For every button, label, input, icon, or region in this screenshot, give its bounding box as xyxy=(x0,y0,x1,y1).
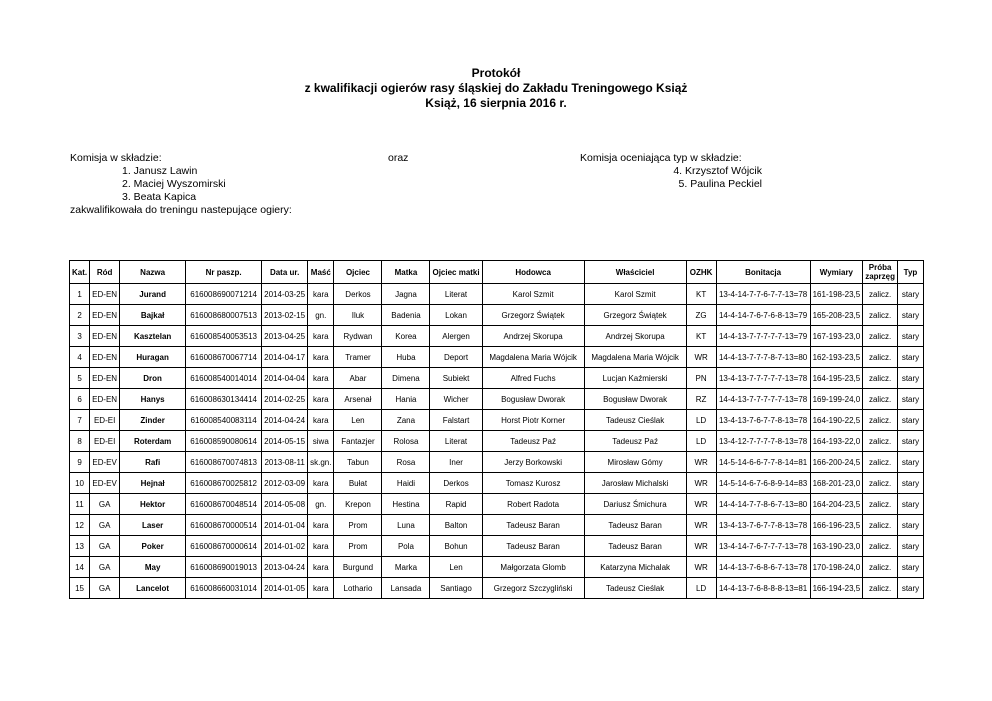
cell-rod: GA xyxy=(90,515,120,536)
cell-bonitacja: 13-4-12-7-7-7-7-8-13=78 xyxy=(716,431,810,452)
cell-rod: ED-EV xyxy=(90,452,120,473)
cell-kat: 15 xyxy=(70,578,90,599)
cell-ojciec: Derkos xyxy=(334,284,382,305)
header-hodowca: Hodowca xyxy=(482,261,584,284)
cell-ojciec-matki: Rapid xyxy=(430,494,482,515)
cell-ojciec-matki: Falstart xyxy=(430,410,482,431)
cell-kat: 3 xyxy=(70,326,90,347)
cell-ojciec: Lothario xyxy=(334,578,382,599)
table-row xyxy=(70,536,924,557)
header-ojciec-matki: Ojciec matki xyxy=(430,261,482,284)
cell-ojciec-matki: Subiekt xyxy=(430,368,482,389)
header-bonitacja: Bonitacja xyxy=(716,261,810,284)
cell-ojciec-matki: Balton xyxy=(430,515,482,536)
cell-wlasciciel: Tadeusz Cieślak xyxy=(584,578,686,599)
cell-ojciec: Prom xyxy=(334,536,382,557)
cell-paszport: 616008670048514 xyxy=(186,494,262,515)
cell-wymiary: 161-198-23,5 xyxy=(810,284,863,305)
cell-proba: zalicz. xyxy=(863,389,898,410)
cell-proba: zalicz. xyxy=(863,473,898,494)
cell-wlasciciel: Lucjan Kaźmierski xyxy=(584,368,686,389)
cell-wymiary: 165-208-23,5 xyxy=(810,305,863,326)
cell-kat: 13 xyxy=(70,536,90,557)
header-rod: Ród xyxy=(90,261,120,284)
cell-bonitacja: 14-5-14-6-7-6-8-9-14=83 xyxy=(716,473,810,494)
cell-ojciec-matki: Lokan xyxy=(430,305,482,326)
header-nazwa: Nazwa xyxy=(120,261,186,284)
cell-data: 2014-01-02 xyxy=(262,536,308,557)
cell-wymiary: 170-198-24,0 xyxy=(810,557,863,578)
cell-wymiary: 163-190-23,0 xyxy=(810,536,863,557)
cell-data: 2014-01-05 xyxy=(262,578,308,599)
cell-data: 2013-02-15 xyxy=(262,305,308,326)
cell-nazwa: Roterdam xyxy=(120,431,186,452)
cell-typ: stary xyxy=(898,473,924,494)
cell-masc: gn. xyxy=(308,494,334,515)
cell-data: 2013-04-25 xyxy=(262,326,308,347)
cell-ozhk: WR xyxy=(686,473,716,494)
cell-data: 2013-08-11 xyxy=(262,452,308,473)
cell-proba: zalicz. xyxy=(863,284,898,305)
cell-typ: stary xyxy=(898,389,924,410)
table-row xyxy=(70,494,924,515)
cell-nazwa: Zinder xyxy=(120,410,186,431)
cell-paszport: 616008660031014 xyxy=(186,578,262,599)
cell-ozhk: WR xyxy=(686,515,716,536)
cell-matka: Hania xyxy=(382,389,430,410)
cell-ojciec: Len xyxy=(334,410,382,431)
committee-member: 1. Janusz Lawin xyxy=(122,165,198,177)
cell-kat: 4 xyxy=(70,347,90,368)
cell-matka: Hestina xyxy=(382,494,430,515)
stallions-table xyxy=(69,260,924,599)
cell-ozhk: ZG xyxy=(686,305,716,326)
cell-paszport: 616008670067714 xyxy=(186,347,262,368)
cell-wlasciciel: Jarosław Michalski xyxy=(584,473,686,494)
cell-hodowca: Grzegorz Szczygliński xyxy=(482,578,584,599)
cell-paszport: 616008630134414 xyxy=(186,389,262,410)
cell-kat: 7 xyxy=(70,410,90,431)
cell-ozhk: WR xyxy=(686,347,716,368)
table-row xyxy=(70,326,924,347)
cell-matka: Korea xyxy=(382,326,430,347)
cell-ojciec-matki: Wicher xyxy=(430,389,482,410)
cell-wlasciciel: Katarzyna Michalak xyxy=(584,557,686,578)
header-matka: Matka xyxy=(382,261,430,284)
cell-ojciec-matki: Alergen xyxy=(430,326,482,347)
document-title-block xyxy=(0,66,992,111)
cell-bonitacja: 14-5-14-6-6-7-7-8-14=81 xyxy=(716,452,810,473)
cell-masc: kara xyxy=(308,578,334,599)
cell-ozhk: LD xyxy=(686,431,716,452)
cell-hodowca: Alfred Fuchs xyxy=(482,368,584,389)
cell-ojciec-matki: Derkos xyxy=(430,473,482,494)
cell-bonitacja: 13-4-13-7-6-7-7-8-13=78 xyxy=(716,515,810,536)
cell-ozhk: KT xyxy=(686,284,716,305)
header-proba-line1: Próba xyxy=(868,263,892,272)
cell-ojciec-matki: Deport xyxy=(430,347,482,368)
committee-member: 3. Beata Kapica xyxy=(122,191,197,203)
cell-proba: zalicz. xyxy=(863,515,898,536)
table-row xyxy=(70,410,924,431)
cell-paszport: 616008540083114 xyxy=(186,410,262,431)
committee-label: Komisja w składzie: xyxy=(70,152,162,164)
cell-nazwa: May xyxy=(120,557,186,578)
cell-paszport: 616008540014014 xyxy=(186,368,262,389)
cell-proba: zalicz. xyxy=(863,347,898,368)
cell-ojciec: Abar xyxy=(334,368,382,389)
cell-nazwa: Jurand xyxy=(120,284,186,305)
cell-paszport: 616008680007513 xyxy=(186,305,262,326)
cell-ojciec-matki: Len xyxy=(430,557,482,578)
cell-proba: zalicz. xyxy=(863,410,898,431)
cell-wlasciciel: Tadeusz Cieślak xyxy=(584,410,686,431)
cell-hodowca: Małgorzata Glomb xyxy=(482,557,584,578)
cell-ozhk: WR xyxy=(686,452,716,473)
cell-matka: Luna xyxy=(382,515,430,536)
cell-rod: GA xyxy=(90,494,120,515)
cell-nazwa: Lancelot xyxy=(120,578,186,599)
table-row xyxy=(70,431,924,452)
cell-masc: kara xyxy=(308,536,334,557)
cell-wymiary: 166-194-23,5 xyxy=(810,578,863,599)
cell-wlasciciel: Dariusz Śmichura xyxy=(584,494,686,515)
cell-hodowca: Tadeusz Baran xyxy=(482,536,584,557)
cell-data: 2014-05-15 xyxy=(262,431,308,452)
cell-matka: Marka xyxy=(382,557,430,578)
cell-kat: 5 xyxy=(70,368,90,389)
cell-paszport: 616008590080614 xyxy=(186,431,262,452)
cell-ojciec: Iluk xyxy=(334,305,382,326)
cell-kat: 1 xyxy=(70,284,90,305)
cell-masc: kara xyxy=(308,347,334,368)
header-proba-line2: zaprzęg xyxy=(865,272,895,281)
cell-wlasciciel: Tadeusz Paź xyxy=(584,431,686,452)
cell-ojciec: Tramer xyxy=(334,347,382,368)
cell-masc: kara xyxy=(308,326,334,347)
header-typ: Typ xyxy=(898,261,924,284)
cell-wlasciciel: Tadeusz Baran xyxy=(584,536,686,557)
cell-hodowca: Grzegorz Świątek xyxy=(482,305,584,326)
cell-rod: ED-EN xyxy=(90,326,120,347)
cell-hodowca: Tadeusz Paź xyxy=(482,431,584,452)
cell-nazwa: Poker xyxy=(120,536,186,557)
cell-proba: zalicz. xyxy=(863,305,898,326)
document-subtitle: z kwalifikacji ogierów rasy śląskiej do Zakładu Treningowego Książ xyxy=(304,81,688,95)
cell-wymiary: 169-199-24,0 xyxy=(810,389,863,410)
cell-proba: zalicz. xyxy=(863,368,898,389)
cell-ojciec: Bułat xyxy=(334,473,382,494)
cell-nazwa: Dron xyxy=(120,368,186,389)
cell-hodowca: Karol Szmit xyxy=(482,284,584,305)
cell-nazwa: Bajkał xyxy=(120,305,186,326)
type-committee-member: 5. Paulina Peckiel xyxy=(678,178,762,190)
cell-wlasciciel: Mirosław Gómy xyxy=(584,452,686,473)
cell-nazwa: Hanys xyxy=(120,389,186,410)
cell-rod: GA xyxy=(90,557,120,578)
cell-hodowca: Robert Radota xyxy=(482,494,584,515)
cell-bonitacja: 14-4-14-7-7-8-6-7-13=80 xyxy=(716,494,810,515)
document-place-date: Książ, 16 sierpnia 2016 r. xyxy=(425,96,567,110)
cell-matka: Zana xyxy=(382,410,430,431)
cell-masc: siwa xyxy=(308,431,334,452)
cell-bonitacja: 14-4-14-7-6-7-6-8-13=79 xyxy=(716,305,810,326)
cell-kat: 8 xyxy=(70,431,90,452)
cell-paszport: 616008690019013 xyxy=(186,557,262,578)
cell-typ: stary xyxy=(898,557,924,578)
cell-matka: Pola xyxy=(382,536,430,557)
cell-bonitacja: 13-4-13-7-7-7-7-7-13=78 xyxy=(716,368,810,389)
cell-bonitacja: 13-4-14-7-6-7-7-7-13=78 xyxy=(716,536,810,557)
cell-nazwa: Kasztelan xyxy=(120,326,186,347)
committee-conjunction: oraz xyxy=(388,152,409,164)
type-committee-member: 4. Krzysztof Wójcik xyxy=(673,165,762,177)
cell-nazwa: Hektor xyxy=(120,494,186,515)
cell-ozhk: WR xyxy=(686,494,716,515)
committee-right xyxy=(580,152,830,191)
cell-ozhk: LD xyxy=(686,410,716,431)
header-kat: Kat. xyxy=(70,261,90,284)
cell-data: 2014-04-04 xyxy=(262,368,308,389)
cell-matka: Huba xyxy=(382,347,430,368)
cell-rod: GA xyxy=(90,578,120,599)
cell-masc: kara xyxy=(308,557,334,578)
cell-paszport: 616008670000614 xyxy=(186,536,262,557)
cell-paszport: 616008670025812 xyxy=(186,473,262,494)
cell-rod: ED-EN xyxy=(90,284,120,305)
cell-typ: stary xyxy=(898,536,924,557)
document-title: Protokół xyxy=(471,66,521,80)
cell-masc: sk.gn. xyxy=(308,452,334,473)
cell-masc: kara xyxy=(308,473,334,494)
cell-ozhk: PN xyxy=(686,368,716,389)
cell-paszport: 616008690071214 xyxy=(186,284,262,305)
table-body xyxy=(70,284,924,599)
cell-proba: zalicz. xyxy=(863,536,898,557)
cell-typ: stary xyxy=(898,326,924,347)
cell-hodowca: Tadeusz Baran xyxy=(482,515,584,536)
cell-masc: kara xyxy=(308,389,334,410)
cell-matka: Haidi xyxy=(382,473,430,494)
type-committee-label: Komisja oceniająca typ w składzie: xyxy=(580,152,742,164)
cell-rod: ED-EV xyxy=(90,473,120,494)
table-row xyxy=(70,389,924,410)
cell-ojciec: Burgund xyxy=(334,557,382,578)
cell-typ: stary xyxy=(898,515,924,536)
cell-data: 2014-05-08 xyxy=(262,494,308,515)
cell-data: 2014-04-24 xyxy=(262,410,308,431)
cell-wlasciciel: Bogusław Dworak xyxy=(584,389,686,410)
cell-hodowca: Tomasz Kurosz xyxy=(482,473,584,494)
cell-rod: ED-EN xyxy=(90,347,120,368)
cell-ojciec: Arsenał xyxy=(334,389,382,410)
cell-matka: Rolosa xyxy=(382,431,430,452)
cell-wlasciciel: Magdalena Maria Wójcik xyxy=(584,347,686,368)
cell-ojciec: Prom xyxy=(334,515,382,536)
cell-wymiary: 162-193-23,5 xyxy=(810,347,863,368)
cell-rod: ED-EN xyxy=(90,368,120,389)
cell-matka: Dimena xyxy=(382,368,430,389)
table-row xyxy=(70,557,924,578)
cell-bonitacja: 13-4-13-7-6-7-7-8-13=78 xyxy=(716,410,810,431)
cell-masc: kara xyxy=(308,410,334,431)
cell-data: 2014-04-17 xyxy=(262,347,308,368)
cell-typ: stary xyxy=(898,578,924,599)
cell-kat: 10 xyxy=(70,473,90,494)
cell-masc: kara xyxy=(308,284,334,305)
cell-wlasciciel: Grzegorz Świątek xyxy=(584,305,686,326)
cell-ojciec-matki: Santiago xyxy=(430,578,482,599)
cell-ojciec: Krepon xyxy=(334,494,382,515)
cell-ojciec-matki: Bohun xyxy=(430,536,482,557)
cell-kat: 2 xyxy=(70,305,90,326)
cell-ojciec: Fantazjer xyxy=(334,431,382,452)
cell-nazwa: Hejnał xyxy=(120,473,186,494)
cell-wymiary: 167-193-23,0 xyxy=(810,326,863,347)
table-header-row xyxy=(70,261,924,284)
cell-wymiary: 166-196-23,5 xyxy=(810,515,863,536)
cell-wymiary: 168-201-23,0 xyxy=(810,473,863,494)
cell-wymiary: 164-190-22,5 xyxy=(810,410,863,431)
cell-wymiary: 164-204-23,5 xyxy=(810,494,863,515)
cell-typ: stary xyxy=(898,368,924,389)
cell-hodowca: Andrzej Skorupa xyxy=(482,326,584,347)
cell-proba: zalicz. xyxy=(863,326,898,347)
table-row xyxy=(70,305,924,326)
cell-ozhk: LD xyxy=(686,578,716,599)
cell-data: 2014-03-25 xyxy=(262,284,308,305)
header-ozhk: OZHK xyxy=(686,261,716,284)
cell-masc: kara xyxy=(308,515,334,536)
cell-rod: GA xyxy=(90,536,120,557)
cell-matka: Rosa xyxy=(382,452,430,473)
cell-kat: 11 xyxy=(70,494,90,515)
cell-ojciec: Tabun xyxy=(334,452,382,473)
header-wymiary: Wymiary xyxy=(810,261,863,284)
cell-proba: zalicz. xyxy=(863,431,898,452)
cell-typ: stary xyxy=(898,452,924,473)
committee-member: 2. Maciej Wyszomirski xyxy=(122,178,226,190)
table-row xyxy=(70,578,924,599)
cell-hodowca: Jerzy Borkowski xyxy=(482,452,584,473)
cell-data: 2014-02-25 xyxy=(262,389,308,410)
cell-wlasciciel: Tadeusz Baran xyxy=(584,515,686,536)
cell-proba: zalicz. xyxy=(863,452,898,473)
cell-ozhk: WR xyxy=(686,536,716,557)
cell-matka: Badenia xyxy=(382,305,430,326)
cell-ozhk: RZ xyxy=(686,389,716,410)
table-row xyxy=(70,452,924,473)
cell-masc: gn. xyxy=(308,305,334,326)
table-row xyxy=(70,473,924,494)
cell-ozhk: KT xyxy=(686,326,716,347)
cell-bonitacja: 14-4-13-7-6-8-8-8-13=81 xyxy=(716,578,810,599)
table-row xyxy=(70,368,924,389)
table-row xyxy=(70,347,924,368)
cell-wymiary: 166-200-24,5 xyxy=(810,452,863,473)
header-wlasciciel: Właściciel xyxy=(584,261,686,284)
cell-typ: stary xyxy=(898,347,924,368)
cell-nazwa: Laser xyxy=(120,515,186,536)
cell-wymiary: 164-193-22,0 xyxy=(810,431,863,452)
cell-rod: ED-EI xyxy=(90,410,120,431)
cell-typ: stary xyxy=(898,494,924,515)
cell-rod: ED-EN xyxy=(90,389,120,410)
cell-ojciec: Rydwan xyxy=(334,326,382,347)
header-data: Data ur. xyxy=(262,261,308,284)
cell-hodowca: Magdalena Maria Wójcik xyxy=(482,347,584,368)
cell-paszport: 616008670074813 xyxy=(186,452,262,473)
cell-bonitacja: 13-4-14-7-7-6-7-7-13=78 xyxy=(716,284,810,305)
cell-bonitacja: 14-4-13-7-7-7-7-7-13=79 xyxy=(716,326,810,347)
cell-ojciec-matki: Literat xyxy=(430,284,482,305)
cell-rod: ED-EN xyxy=(90,305,120,326)
cell-data: 2013-04-24 xyxy=(262,557,308,578)
cell-nazwa: Rafi xyxy=(120,452,186,473)
committee-left xyxy=(70,152,390,217)
cell-proba: zalicz. xyxy=(863,578,898,599)
header-paszport: Nr paszp. xyxy=(186,261,262,284)
cell-masc: kara xyxy=(308,368,334,389)
cell-data: 2014-01-04 xyxy=(262,515,308,536)
cell-typ: stary xyxy=(898,431,924,452)
cell-paszport: 616008670000514 xyxy=(186,515,262,536)
cell-data: 2012-03-09 xyxy=(262,473,308,494)
cell-nazwa: Huragan xyxy=(120,347,186,368)
cell-typ: stary xyxy=(898,284,924,305)
cell-hodowca: Horst Piotr Korner xyxy=(482,410,584,431)
header-ojciec: Ojciec xyxy=(334,261,382,284)
cell-kat: 6 xyxy=(70,389,90,410)
header-proba xyxy=(863,261,898,284)
cell-hodowca: Bogusław Dworak xyxy=(482,389,584,410)
cell-matka: Lansada xyxy=(382,578,430,599)
cell-proba: zalicz. xyxy=(863,494,898,515)
committee-conclusion: zakwalifikowała do treningu nastepujące ogiery: xyxy=(70,204,292,216)
cell-kat: 12 xyxy=(70,515,90,536)
cell-rod: ED-EI xyxy=(90,431,120,452)
cell-typ: stary xyxy=(898,305,924,326)
cell-ozhk: WR xyxy=(686,557,716,578)
cell-bonitacja: 14-4-13-7-7-7-7-7-13=78 xyxy=(716,389,810,410)
cell-proba: zalicz. xyxy=(863,557,898,578)
cell-kat: 14 xyxy=(70,557,90,578)
cell-wlasciciel: Andrzej Skorupa xyxy=(584,326,686,347)
table-row xyxy=(70,284,924,305)
cell-ojciec-matki: Iner xyxy=(430,452,482,473)
cell-ojciec-matki: Literat xyxy=(430,431,482,452)
cell-matka: Jagna xyxy=(382,284,430,305)
cell-wymiary: 164-195-23,5 xyxy=(810,368,863,389)
cell-paszport: 616008540053513 xyxy=(186,326,262,347)
cell-bonitacja: 14-4-13-7-6-8-6-7-13=78 xyxy=(716,557,810,578)
cell-kat: 9 xyxy=(70,452,90,473)
cell-typ: stary xyxy=(898,410,924,431)
cell-bonitacja: 14-4-13-7-7-7-8-7-13=80 xyxy=(716,347,810,368)
table-row xyxy=(70,515,924,536)
cell-wlasciciel: Karol Szmit xyxy=(584,284,686,305)
header-masc: Maść xyxy=(308,261,334,284)
